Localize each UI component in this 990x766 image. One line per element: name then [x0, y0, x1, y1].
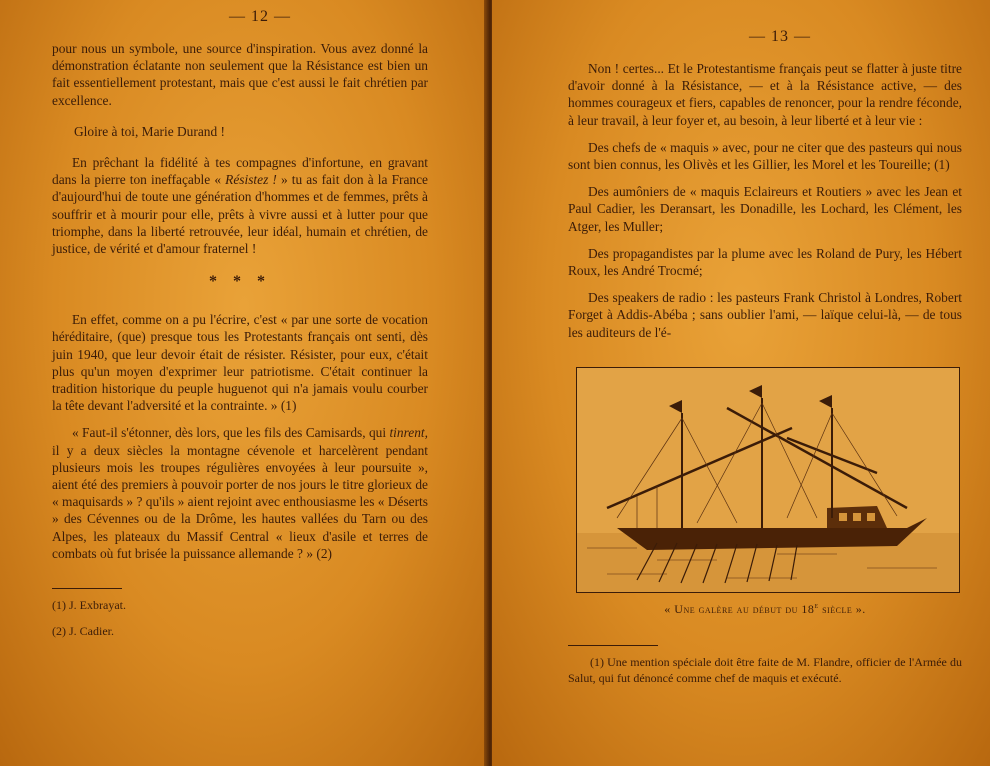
left-paragraph-1: pour nous un symbole, une source d'inspiration. Vous avez donné la démonstration éclatante non seulement que la Résistance est bien un fait essentiellement protestant, mais que c'est aussi le fait chrétien par excellence. [52, 41, 428, 108]
right-paragraph-2: Des chefs de « maquis » avec, pour ne citer que des pasteurs qui nous sont bien connus, les Olivès et les Gillier, les Morel et les Toureille; (1) [568, 139, 962, 173]
right-page [492, 0, 990, 766]
right-paragraph-4: Des propagandistes par la plume avec les Roland de Pury, les Hébert Roux, les André Trocmé; [568, 245, 962, 279]
salute-line: Gloire à toi, Marie Durand ! [74, 123, 225, 139]
caption-text-a: « Une galère au début du 18 [664, 601, 815, 616]
left-paragraph-2-text-b: » tu as fait don à la France d'aujourd'hui de toute une génération d'hommes et de femmes, prêts à souffrir et à mourir pour elle, prêts à vivre aussi et à lutter pour que triomphe, dans la liberté retrouvée, leur idéal, humain et chrétien, de justice, de vérité et d'amour fraternel ! [52, 172, 428, 257]
left-paragraph-4-text-a: « Faut-il s'étonner, dès lors, que les fils des Camisards, qui [72, 425, 390, 441]
left-paragraph-3: En effet, comme on a pu l'écrire, c'est « par une sorte de vocation héréditaire, (que) presque tous les Protestants français ont senti, dès juin 1940, que leur devoir était de résister. Résister, pour eux, c'était plus qu'un moyen d'exprimer leur patriotisme. C'était continuer la tradition historique du peuple huguenot qui n'a jamais voulu courber la tête devant l'adversité et la contrainte. » (1) [52, 312, 428, 414]
illustration-caption [568, 601, 962, 617]
left-paragraph-4-text-b: il y a deux siècles la montagne cévenole et harcelèrent pendant plusieurs mois les troupes régulières envoyées à leur poursuite », aient été des premiers à pouvoir porter de nos jours le titre glorieux de « maquisards » ? qu'ils » aient rejoint avec enthousiasme les « Déserts » des Cévennes ou de la Drôme, les hautes vallées du Tarn ou des Alpes, les plateaux du Massif Central « lieux d'asile et terres de combats où fut brisée la puissance allemande ? » (2) [52, 442, 428, 561]
galley-illustration [576, 367, 960, 593]
right-paragraph-5: Des speakers de radio : les pasteurs Frank Christol à Londres, Robert Forget à Addis-Abéba ; sans oublier l'ami, — laïque celui-là, — de tous les auditeurs de l'é- [568, 290, 962, 340]
left-footnote-2: (2) J. Cadier. [52, 624, 114, 639]
left-paragraph-4 [52, 424, 428, 562]
right-paragraph-1: Non ! certes... Et le Protestantisme français peut se flatter à juste titre d'avoir donné à la Résistance, — et à la Résistance active, — des hommes courageux et fiers, capables de renoncer, pour la rendre féconde, à leur travail, à leur foyer et, au besoin, à leur liberté et à leur vie : [568, 61, 962, 128]
section-separator: * * * [209, 273, 271, 291]
page-number-left: — 12 — [229, 8, 291, 25]
left-footnote-1: (1) J. Exbrayat. [52, 598, 126, 613]
right-footnote-1: (1) Une mention spéciale doit être faite de M. Flandre, officier de l'Armée du Salut, qui fut dénoncé comme chef de maquis et exécuté. [568, 654, 962, 685]
footnote-rule-left [52, 588, 122, 589]
page-number-right: — 13 — [749, 28, 811, 45]
caption-superscript: e [814, 600, 819, 610]
caption-text-b: siècle ». [818, 601, 866, 616]
right-paragraph-3: Des aumôniers de « maquis Eclaireurs et Routiers » avec les Jean et Paul Cadier, les Deransart, les Donadille, les Lochard, les Clément, les Atger, les Muller; [568, 184, 962, 234]
left-paragraph-2-emphasis: Résistez ! [225, 172, 277, 188]
left-paragraph-4-emphasis: tinrent, [389, 425, 428, 441]
footnote-rule-right [568, 645, 658, 646]
left-page [0, 0, 488, 766]
galley-drawing [577, 368, 959, 592]
left-paragraph-2 [52, 154, 428, 257]
left-paragraph-2-text-a: En prêchant la fidélité à tes compagnes d'infortune, en gravant dans la pierre ton ineffaçable « [52, 155, 428, 188]
